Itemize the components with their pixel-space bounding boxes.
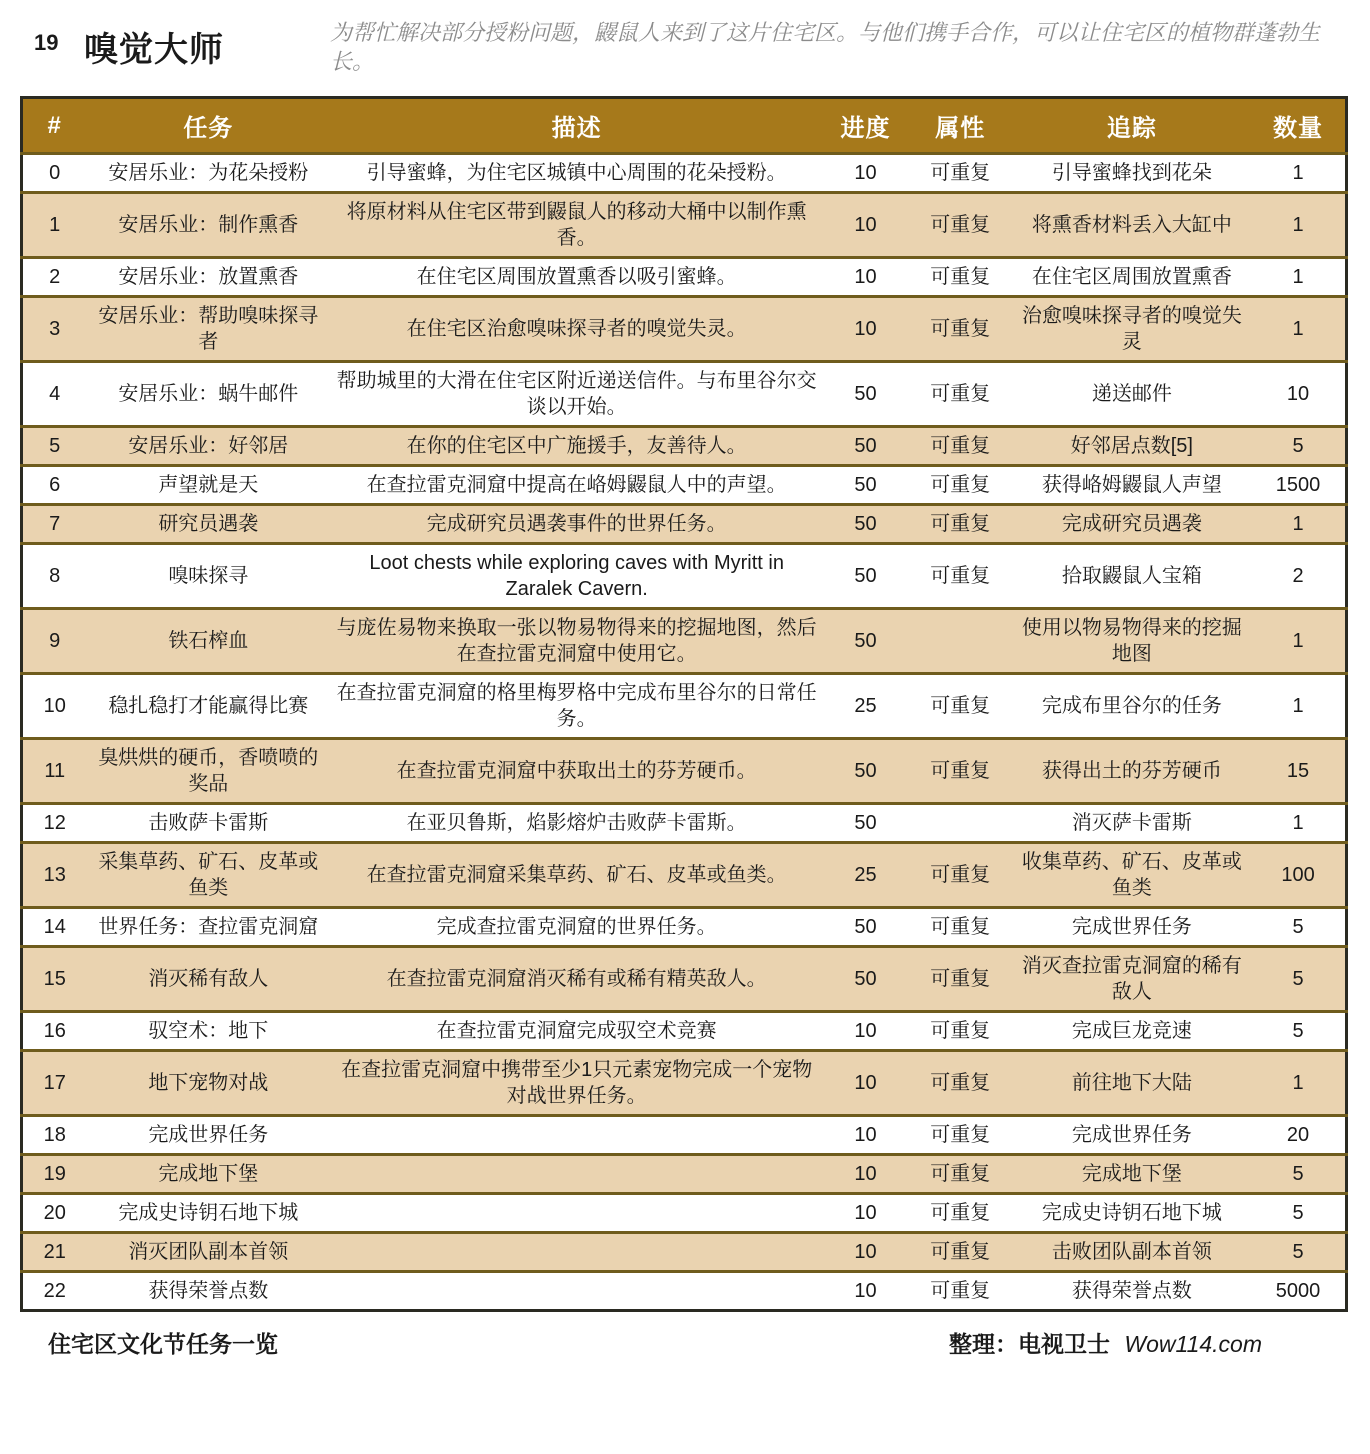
cell-description: 在查拉雷克洞窟的格里梅罗格中完成布里谷尔的日常任务。 [330,674,823,739]
cell-quantity: 1500 [1251,466,1346,505]
cell-index: 17 [22,1051,87,1116]
table-body [22,154,1347,1311]
table-row [22,1194,1347,1233]
cell-attribute: 可重复 [908,843,1013,908]
cell-quantity: 2 [1251,544,1346,609]
cell-index: 20 [22,1194,87,1233]
cell-progress: 50 [823,544,908,609]
table-row [22,1116,1347,1155]
cell-progress: 50 [823,804,908,843]
cell-quantity: 10 [1251,362,1346,427]
cell-tracking: 递送邮件 [1013,362,1252,427]
cell-quantity: 20 [1251,1116,1346,1155]
cell-description: 在查拉雷克洞窟采集草药、矿石、皮革或鱼类。 [330,843,823,908]
credit-label: 整理：电视卫士 [948,1331,1110,1357]
cell-quantity: 15 [1251,739,1346,804]
cell-tracking: 完成地下堡 [1013,1155,1252,1194]
page-footer [20,1312,1348,1359]
cell-index: 6 [22,466,87,505]
cell-index: 1 [22,193,87,258]
cell-description: 在查拉雷克洞窟中携带至少1只元素宠物完成一个宠物对战世界任务。 [330,1051,823,1116]
cell-attribute: 可重复 [908,908,1013,947]
cell-progress: 10 [823,258,908,297]
cell-task: 安居乐业：制作熏香 [86,193,330,258]
cell-attribute: 可重复 [908,544,1013,609]
cell-quantity: 1 [1251,297,1346,362]
column-header-description: 描述 [330,98,823,154]
column-header-attribute: 属性 [908,98,1013,154]
table-row [22,1233,1347,1272]
cell-quantity: 1 [1251,193,1346,258]
cell-tracking: 获得峈姆鼹鼠人声望 [1013,466,1252,505]
cell-tracking: 消灭查拉雷克洞窟的稀有敌人 [1013,947,1252,1012]
cell-progress: 10 [823,1012,908,1051]
table-row [22,297,1347,362]
page-title: 嗅觉大师 [84,31,224,69]
cell-tracking: 治愈嗅味探寻者的嗅觉失灵 [1013,297,1252,362]
cell-tracking: 完成世界任务 [1013,1116,1252,1155]
cell-tracking: 击败团队副本首领 [1013,1233,1252,1272]
cell-description: 在住宅区周围放置熏香以吸引蜜蜂。 [330,258,823,297]
cell-description: 在你的住宅区中广施援手，友善待人。 [330,427,823,466]
cell-index: 14 [22,908,87,947]
cell-index: 9 [22,609,87,674]
cell-quantity: 5 [1251,1155,1346,1194]
cell-quantity: 1 [1251,1051,1346,1116]
cell-quantity: 1 [1251,804,1346,843]
cell-index: 22 [22,1272,87,1311]
footer-credit [949,1326,1262,1359]
cell-progress: 50 [823,908,908,947]
cell-progress: 10 [823,1194,908,1233]
table-header [22,98,1347,154]
cell-quantity: 1 [1251,609,1346,674]
cell-tracking: 获得荣誉点数 [1013,1272,1252,1311]
table-row [22,1012,1347,1051]
cell-quantity: 1 [1251,674,1346,739]
cell-quantity: 5 [1251,427,1346,466]
cell-attribute: 可重复 [908,1233,1013,1272]
table-row [22,1051,1347,1116]
site-link[interactable]: Wow114.com [1124,1331,1262,1357]
tasks-table [20,96,1348,1312]
cell-tracking: 使用以物易物得来的挖掘地图 [1013,609,1252,674]
page-header [20,16,1348,88]
cell-quantity: 1 [1251,154,1346,193]
table-row [22,258,1347,297]
cell-progress: 50 [823,505,908,544]
cell-index: 19 [22,1155,87,1194]
cell-index: 4 [22,362,87,427]
table-header-row [22,98,1347,154]
table-row [22,544,1347,609]
cell-quantity: 1 [1251,258,1346,297]
cell-description: 在查拉雷克洞窟完成驭空术竞赛 [330,1012,823,1051]
cell-attribute: 可重复 [908,1272,1013,1311]
cell-description [330,1194,823,1233]
cell-task: 击败萨卡雷斯 [86,804,330,843]
cell-index: 21 [22,1233,87,1272]
cell-description: 完成研究员遇袭事件的世界任务。 [330,505,823,544]
cell-description [330,1272,823,1311]
cell-attribute: 可重复 [908,1194,1013,1233]
cell-task: 臭烘烘的硬币，香喷喷的奖品 [86,739,330,804]
cell-progress: 25 [823,843,908,908]
cell-description: 在亚贝鲁斯，焰影熔炉击败萨卡雷斯。 [330,804,823,843]
table-row [22,1272,1347,1311]
table-row [22,739,1347,804]
cell-task: 世界任务：查拉雷克洞窟 [86,908,330,947]
cell-description [330,1116,823,1155]
column-header-quantity: 数量 [1251,98,1346,154]
cell-tracking: 拾取鼹鼠人宝箱 [1013,544,1252,609]
column-header-progress: 进度 [823,98,908,154]
cell-tracking: 获得出土的芬芳硬币 [1013,739,1252,804]
cell-task: 完成史诗钥石地下城 [86,1194,330,1233]
cell-task: 安居乐业：放置熏香 [86,258,330,297]
table-row [22,804,1347,843]
cell-tracking: 完成研究员遇袭 [1013,505,1252,544]
cell-description: 帮助城里的大滑在住宅区附近递送信件。与布里谷尔交谈以开始。 [330,362,823,427]
cell-task: 稳扎稳打才能赢得比赛 [86,674,330,739]
cell-task: 完成世界任务 [86,1116,330,1155]
cell-index: 15 [22,947,87,1012]
cell-progress: 50 [823,739,908,804]
cell-quantity: 5000 [1251,1272,1346,1311]
cell-task: 声望就是天 [86,466,330,505]
cell-index: 18 [22,1116,87,1155]
cell-progress: 50 [823,947,908,1012]
cell-tracking: 完成史诗钥石地下城 [1013,1194,1252,1233]
cell-task: 研究员遇袭 [86,505,330,544]
cell-description: Loot chests while exploring caves with Myritt in Zaralek Cavern. [330,544,823,609]
cell-index: 7 [22,505,87,544]
cell-description [330,1233,823,1272]
cell-attribute [908,609,1013,674]
cell-index: 16 [22,1012,87,1051]
table-row [22,674,1347,739]
cell-tracking: 前往地下大陆 [1013,1051,1252,1116]
table-row [22,362,1347,427]
cell-task: 安居乐业：帮助嗅味探寻者 [86,297,330,362]
cell-attribute: 可重复 [908,154,1013,193]
cell-attribute: 可重复 [908,297,1013,362]
cell-description: 将原材料从住宅区带到鼹鼠人的移动大桶中以制作熏香。 [330,193,823,258]
cell-attribute: 可重复 [908,505,1013,544]
cell-quantity: 5 [1251,1233,1346,1272]
column-header-task: 任务 [86,98,330,154]
cell-attribute: 可重复 [908,466,1013,505]
cell-description: 在查拉雷克洞窟中获取出土的芬芳硬币。 [330,739,823,804]
footer-title: 住宅区文化节任务一览 [48,1331,278,1357]
table-row [22,947,1347,1012]
cell-task: 消灭稀有敌人 [86,947,330,1012]
cell-attribute: 可重复 [908,674,1013,739]
cell-task: 安居乐业：好邻居 [86,427,330,466]
cell-quantity: 5 [1251,947,1346,1012]
cell-progress: 10 [823,1272,908,1311]
cell-index: 2 [22,258,87,297]
table-row [22,1155,1347,1194]
cell-index: 0 [22,154,87,193]
cell-attribute: 可重复 [908,947,1013,1012]
cell-attribute: 可重复 [908,1051,1013,1116]
cell-description: 完成查拉雷克洞窟的世界任务。 [330,908,823,947]
cell-tracking: 将熏香材料丢入大缸中 [1013,193,1252,258]
cell-tracking: 引导蜜蜂找到花朵 [1013,154,1252,193]
cell-index: 10 [22,674,87,739]
table-row [22,154,1347,193]
cell-index: 13 [22,843,87,908]
cell-quantity: 1 [1251,505,1346,544]
cell-quantity: 5 [1251,1012,1346,1051]
cell-quantity: 100 [1251,843,1346,908]
cell-progress: 10 [823,1155,908,1194]
cell-tracking: 完成巨龙竞速 [1013,1012,1252,1051]
cell-description: 在查拉雷克洞窟中提高在峈姆鼹鼠人中的声望。 [330,466,823,505]
cell-tracking: 在住宅区周围放置熏香 [1013,258,1252,297]
achievement-description: 为帮忙解决部分授粉问题，鼹鼠人来到了这片住宅区。与他们携手合作，可以让住宅区的植物群蓬勃生长。 [330,20,1321,75]
cell-tracking: 收集草药、矿石、皮革或鱼类 [1013,843,1252,908]
cell-index: 3 [22,297,87,362]
cell-attribute: 可重复 [908,1116,1013,1155]
cell-description: 在住宅区治愈嗅味探寻者的嗅觉失灵。 [330,297,823,362]
cell-progress: 10 [823,154,908,193]
table-row [22,609,1347,674]
column-header-index: # [22,98,87,154]
cell-attribute: 可重复 [908,427,1013,466]
achievement-index: 19 [34,30,59,55]
cell-progress: 50 [823,362,908,427]
cell-progress: 10 [823,1116,908,1155]
cell-attribute: 可重复 [908,1012,1013,1051]
cell-task: 获得荣誉点数 [86,1272,330,1311]
cell-tracking: 完成布里谷尔的任务 [1013,674,1252,739]
cell-task: 嗅味探寻 [86,544,330,609]
cell-progress: 10 [823,1051,908,1116]
cell-index: 11 [22,739,87,804]
table-row [22,843,1347,908]
cell-quantity: 5 [1251,1194,1346,1233]
cell-task: 驭空术：地下 [86,1012,330,1051]
table-row [22,427,1347,466]
cell-progress: 10 [823,297,908,362]
cell-task: 铁石榨血 [86,609,330,674]
column-header-tracking: 追踪 [1013,98,1252,154]
cell-attribute: 可重复 [908,258,1013,297]
cell-description: 在查拉雷克洞窟消灭稀有或稀有精英敌人。 [330,947,823,1012]
cell-index: 5 [22,427,87,466]
cell-attribute: 可重复 [908,193,1013,258]
cell-tracking: 消灭萨卡雷斯 [1013,804,1252,843]
cell-tracking: 好邻居点数[5] [1013,427,1252,466]
cell-progress: 10 [823,1233,908,1272]
cell-progress: 25 [823,674,908,739]
cell-index: 8 [22,544,87,609]
cell-description [330,1155,823,1194]
cell-task: 安居乐业：蜗牛邮件 [86,362,330,427]
table-row [22,466,1347,505]
cell-task: 完成地下堡 [86,1155,330,1194]
cell-attribute: 可重复 [908,362,1013,427]
cell-index: 12 [22,804,87,843]
cell-progress: 50 [823,427,908,466]
cell-description: 引导蜜蜂，为住宅区城镇中心周围的花朵授粉。 [330,154,823,193]
cell-attribute [908,804,1013,843]
cell-quantity: 5 [1251,908,1346,947]
cell-task: 消灭团队副本首领 [86,1233,330,1272]
cell-task: 采集草药、矿石、皮革或鱼类 [86,843,330,908]
cell-attribute: 可重复 [908,739,1013,804]
cell-attribute: 可重复 [908,1155,1013,1194]
cell-tracking: 完成世界任务 [1013,908,1252,947]
cell-description: 与庞佐易物来换取一张以物易物得来的挖掘地图，然后在查拉雷克洞窟中使用它。 [330,609,823,674]
cell-task: 安居乐业：为花朵授粉 [86,154,330,193]
table-row [22,908,1347,947]
table-row [22,193,1347,258]
cell-progress: 50 [823,609,908,674]
cell-progress: 10 [823,193,908,258]
table-row [22,505,1347,544]
cell-progress: 50 [823,466,908,505]
cell-task: 地下宠物对战 [86,1051,330,1116]
